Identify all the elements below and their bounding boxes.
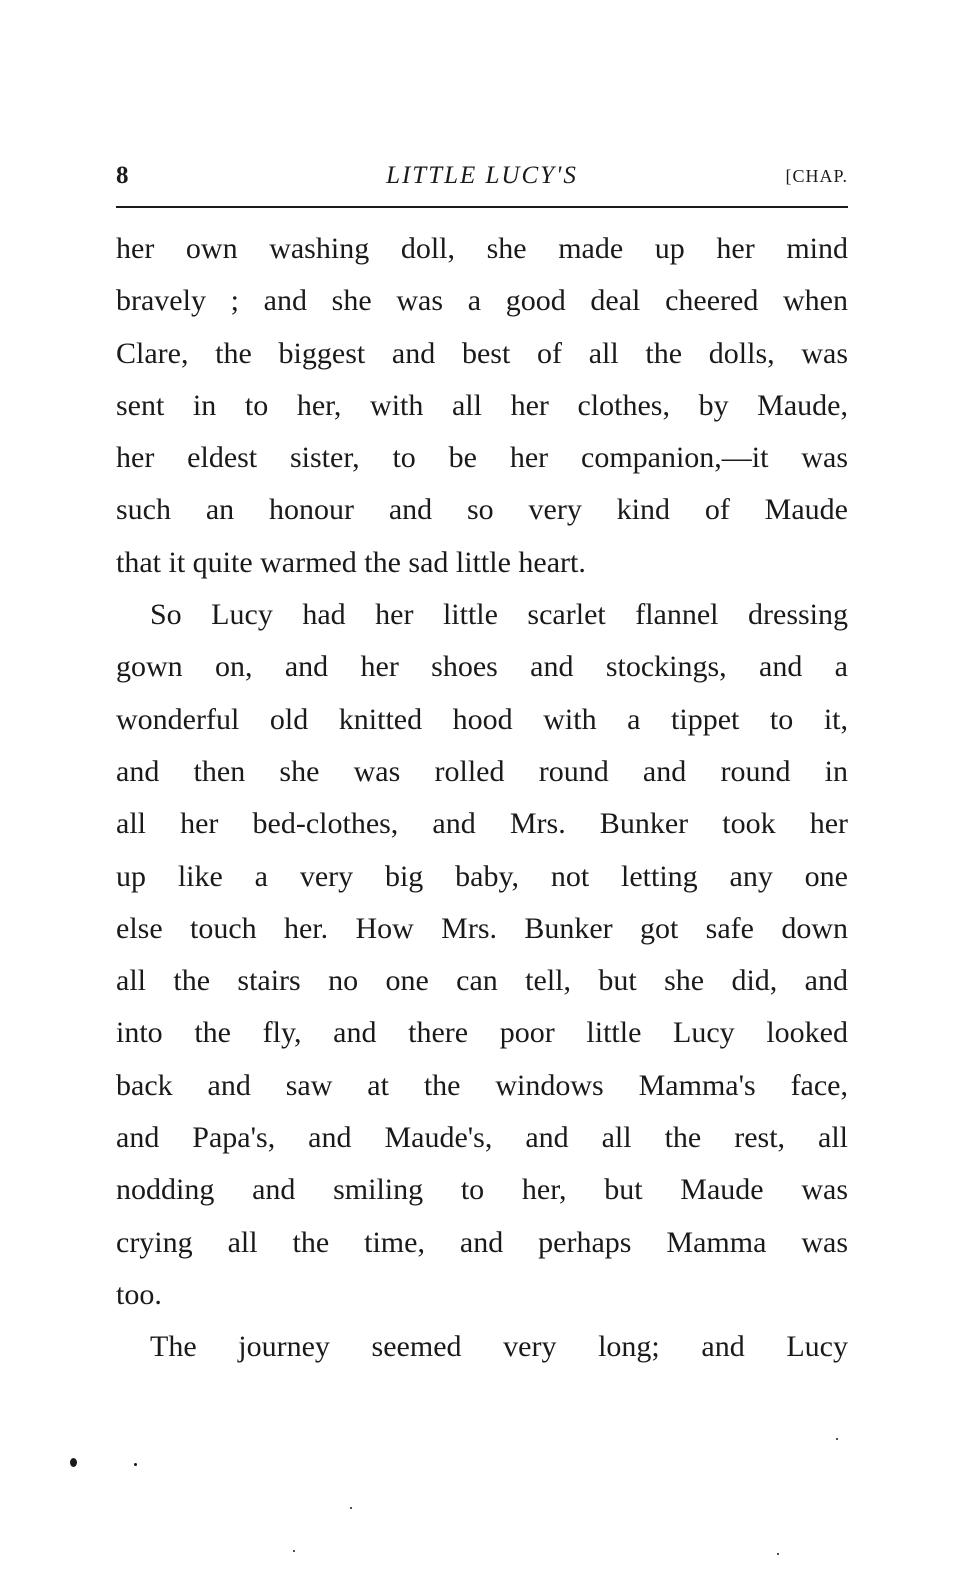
text-line: into the fly, and there poor little Lucy looked — [116, 1016, 848, 1050]
text-line: wonderful old knitted hood with a tippet to it, — [116, 702, 848, 736]
text-line: all her bed-clothes, and Mrs. Bunker took her — [116, 807, 848, 841]
text-line: So Lucy had her little scarlet flannel dressing — [150, 598, 848, 632]
text-line: gown on, and her shoes and stockings, and a — [116, 650, 848, 684]
text-line: her own washing doll, she made up her mind — [116, 232, 848, 265]
text-line: sent in to her, with all her clothes, by Maude, — [116, 388, 848, 422]
text-line: back and saw at the windows Mamma's face, — [116, 1068, 848, 1102]
scan-speck — [350, 1507, 352, 1509]
scan-speck — [836, 1438, 838, 1440]
header-rule — [116, 206, 848, 208]
scan-speck — [134, 1463, 137, 1466]
text-line: crying all the time, and perhaps Mamma was — [116, 1225, 848, 1259]
page-number: 8 — [116, 162, 129, 189]
scan-speck — [293, 1550, 295, 1552]
running-title: LITTLE LUCY'S — [386, 162, 578, 189]
text-line: The journey seemed very long; and Lucy — [150, 1330, 848, 1364]
text-line: all the stairs no one can tell, but she did, and — [116, 964, 848, 998]
chapter-mark: [CHAP. — [785, 166, 848, 186]
text-line: too. — [116, 1277, 162, 1311]
text-line: Clare, the biggest and best of all the dolls, was — [116, 336, 848, 370]
scan-speck — [70, 1458, 77, 1467]
text-line: and then she was rolled round and round in — [116, 754, 848, 788]
text-line: and Papa's, and Maude's, and all the rest, all — [116, 1121, 848, 1155]
text-line: bravely ; and she was a good deal cheered when — [116, 284, 848, 318]
text-line: such an honour and so very kind of Maude — [116, 493, 848, 527]
text-line: else touch her. How Mrs. Bunker got safe down — [116, 911, 848, 945]
text-line: nodding and smiling to her, but Maude was — [116, 1173, 848, 1207]
text-line: up like a very big baby, not letting any one — [116, 859, 848, 893]
running-header — [116, 158, 848, 194]
scan-speck — [777, 1553, 779, 1555]
body-text — [116, 223, 848, 1374]
text-line: that it quite warmed the sad little heart. — [116, 545, 586, 579]
text-line: her eldest sister, to be her companion,—it was — [116, 441, 848, 475]
